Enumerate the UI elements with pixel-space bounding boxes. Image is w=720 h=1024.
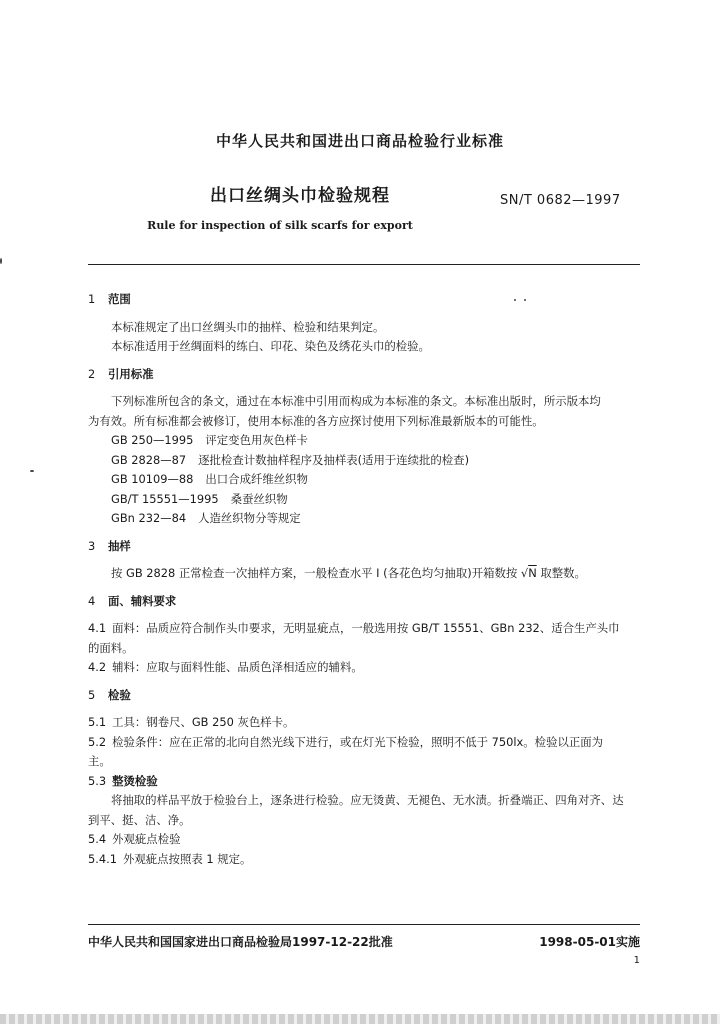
section-3-heading <box>88 537 648 557</box>
paragraph: 本标准适用于丝绸面料的练白、印花、染色及绣花头巾的检验。 <box>111 339 430 353</box>
section-2-heading <box>88 365 648 385</box>
clause-5-3 <box>88 772 648 792</box>
clause-continuation: 的面料。 <box>88 640 134 655</box>
paragraph-continuation: 到平、挺、洁、净。 <box>88 812 191 827</box>
section-4-heading <box>88 592 648 612</box>
paragraph: 本标准规定了出口丝绸头巾的抽样、检验和结果判定。 <box>111 319 385 334</box>
clause-4-1 <box>88 619 648 639</box>
clause-5-4 <box>88 830 648 850</box>
standard-code: SN/T 0682—1997 <box>500 193 621 208</box>
clause-number: 5.2 <box>88 734 107 749</box>
section-number: 5 <box>88 687 96 702</box>
standard-title: 出口丝绸头巾检验规程 <box>210 186 390 206</box>
section-title: 范围 <box>107 292 131 306</box>
clause-continuation: 主。 <box>88 754 111 768</box>
clause-text: 工具：钢卷尺、GB 250 灰色样卡。 <box>112 715 295 729</box>
clause-number: 5.1 <box>88 715 107 729</box>
clause-number: 5.4.1 <box>88 851 117 866</box>
clause-5-2 <box>88 733 648 753</box>
sqrt-n: N <box>528 566 537 580</box>
sampling-text-end: 取整数。 <box>536 566 586 580</box>
reference-code: GB 10109—88 <box>111 472 194 486</box>
clause-number: 4.2 <box>88 660 107 674</box>
clause-number: 5.3 <box>88 773 107 788</box>
sampling-text: 按 GB 2828 正常检查一次抽样方案，一般检查水平 I (各花色均匀抽取)开箱数按 √ <box>111 566 529 580</box>
clause-title: 外观疵点检验 <box>112 832 181 846</box>
clause-number: 4.1 <box>88 621 107 635</box>
reference-code: GB 2828—87 <box>111 452 187 467</box>
section-title: 面、辅料要求 <box>107 593 177 608</box>
reference-title: 人造丝织物分等规定 <box>198 511 301 525</box>
paragraph-continuation: 为有效。所有标准都会被修订，使用本标准的各方应探讨使用下列标准最新版本的可能性。 <box>88 413 544 428</box>
clause-4-2 <box>88 658 648 678</box>
reference-title: 逐批检查计数抽样程序及抽样表(适用于连续批的检查) <box>198 452 470 467</box>
section-number: 4 <box>88 593 96 608</box>
section-title: 引用标准 <box>107 366 154 381</box>
clause-text: 面料：品质应符合制作头巾要求，无明显疵点，一般选用按 GB/T 15551、GBn 232、适合生产头巾 <box>112 621 620 635</box>
reference-title: 桑蚕丝织物 <box>230 491 288 506</box>
clause-text: 辅料：应取与面料性能、品质色泽相适应的辅料。 <box>112 660 363 674</box>
paragraph: 将抽取的样品平放于检验台上，逐条进行检验。应无烫黄、无褪色、无水渍。折叠端正、四角对齐、达 <box>111 793 624 807</box>
scan-edge-strip <box>0 1014 720 1024</box>
scan-speck <box>0 258 2 264</box>
section-number: 1 <box>88 292 96 306</box>
section-title: 检验 <box>107 687 131 702</box>
clause-5-4-1 <box>88 850 648 870</box>
document-body <box>88 290 648 869</box>
page-number: 1 <box>633 955 640 966</box>
paragraph <box>88 564 648 584</box>
section-number: 3 <box>88 538 96 553</box>
header-rule <box>88 264 640 265</box>
reference-code: GBn 232—84 <box>111 511 187 525</box>
scan-speck <box>30 470 34 472</box>
section-5-heading <box>88 686 648 706</box>
reference-item <box>88 451 648 471</box>
reference-item <box>88 470 648 490</box>
reference-code: GB/T 15551—1995 <box>111 491 219 506</box>
reference-item <box>88 490 648 510</box>
reference-title: 出口合成纤维丝织物 <box>205 472 308 486</box>
approval-info: 中华人民共和国国家进出口商品检验局1997-12-22批准 <box>88 935 393 949</box>
clause-number: 5.4 <box>88 832 107 846</box>
reference-title: 评定变色用灰色样卡 <box>205 433 308 447</box>
section-title: 抽样 <box>107 538 131 553</box>
clause-5-1 <box>88 713 648 733</box>
reference-code: GB 250—1995 <box>111 433 194 447</box>
clause-title: 整烫检验 <box>112 773 158 788</box>
section-1-heading <box>88 290 648 310</box>
paragraph: 下列标准所包含的条文，通过在本标准中引用而构成为本标准的条文。本标准出版时，所示版本均 <box>111 394 601 408</box>
reference-item <box>88 509 648 529</box>
issuing-body-title: 中华人民共和国进出口商品检验行业标准 <box>215 132 504 150</box>
clause-text: 检验条件：应在正常的北向自然光线下进行，或在灯光下检验，照明不低于 750lx。检验以正面为 <box>112 734 604 749</box>
english-title: Rule for inspection of silk scarfs for export <box>147 219 413 232</box>
footer-rule <box>88 924 640 925</box>
section-number: 2 <box>88 366 96 381</box>
reference-item <box>88 431 648 451</box>
clause-text: 外观疵点按照表 1 规定。 <box>122 851 252 866</box>
implementation-date: 1998-05-01实施 <box>539 935 640 949</box>
